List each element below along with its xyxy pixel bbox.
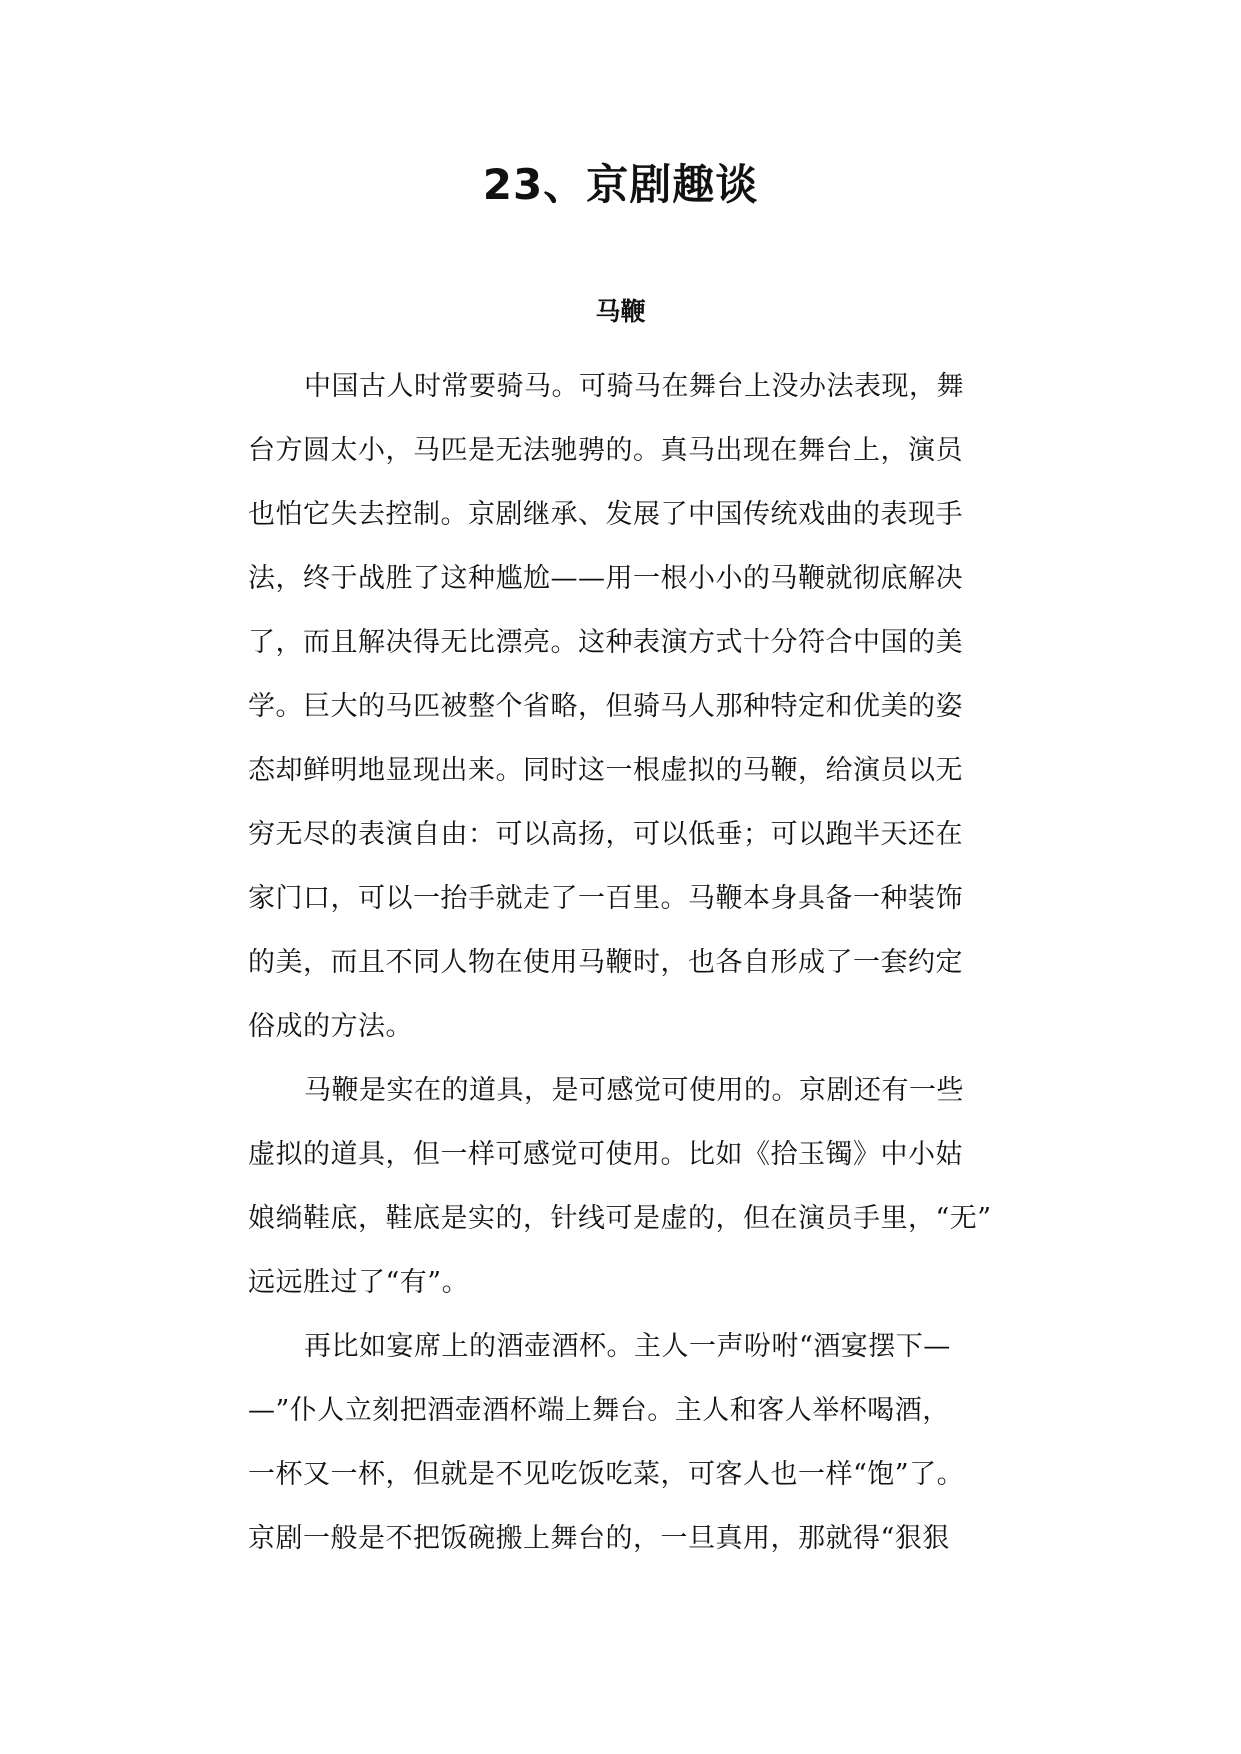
text-line: 的美，而且不同人物在使用马鞭时，也各自形成了一套约定 xyxy=(248,947,963,978)
text-line: 京剧一般是不把饭碗搬上舞台的，一旦真用，那就得“狠狠 xyxy=(248,1523,950,1554)
text-line: 了，而且解决得无比漂亮。这种表演方式十分符合中国的美 xyxy=(248,627,963,658)
text-line: 马鞭是实在的道具，是可感觉可使用的。京剧还有一些 xyxy=(304,1075,964,1106)
text-line: 穷无尽的表演自由：可以高扬，可以低垂；可以跑半天还在 xyxy=(248,819,963,850)
text-line: 家门口，可以一抬手就走了一百里。马鞭本身具备一种装饰 xyxy=(248,883,963,914)
text-line: 远远胜过了“有”。 xyxy=(248,1267,470,1298)
text-line: 也怕它失去控制。京剧继承、发展了中国传统戏曲的表现手 xyxy=(248,499,963,530)
page-title: 23、京剧趣谈 xyxy=(482,160,759,209)
text-line: 再比如宴席上的酒壶酒杯。主人一声吩咐“酒宴摆下— xyxy=(304,1331,951,1362)
text-line: 中国古人时常要骑马。可骑马在舞台上没办法表现，舞 xyxy=(304,371,964,402)
text-line: 俗成的方法。 xyxy=(248,1011,413,1042)
text-line: 虚拟的道具，但一样可感觉可使用。比如《拾玉镯》中小姑 xyxy=(248,1139,963,1170)
text-line: 台方圆太小，马匹是无法驰骋的。真马出现在舞台上，演员 xyxy=(248,435,963,466)
text-line: 一杯又一杯，但就是不见吃饭吃菜，可客人也一样“饱”了。 xyxy=(248,1459,965,1490)
body-text xyxy=(248,355,1048,1571)
text-line: 娘绱鞋底，鞋底是实的，针线可是虚的，但在演员手里，“无” xyxy=(248,1203,992,1234)
text-line: 法，终于战胜了这种尴尬——用一根小小的马鞭就彻底解决 xyxy=(248,563,963,594)
text-line: 学。巨大的马匹被整个省略，但骑马人那种特定和优美的姿 xyxy=(248,691,963,722)
text-line: 态却鲜明地显现出来。同时这一根虚拟的马鞭，给演员以无 xyxy=(248,755,963,786)
text-line: —”仆人立刻把酒壶酒杯端上舞台。主人和客人举杯喝酒， xyxy=(248,1395,950,1426)
section-heading: 马鞭 xyxy=(595,297,646,326)
